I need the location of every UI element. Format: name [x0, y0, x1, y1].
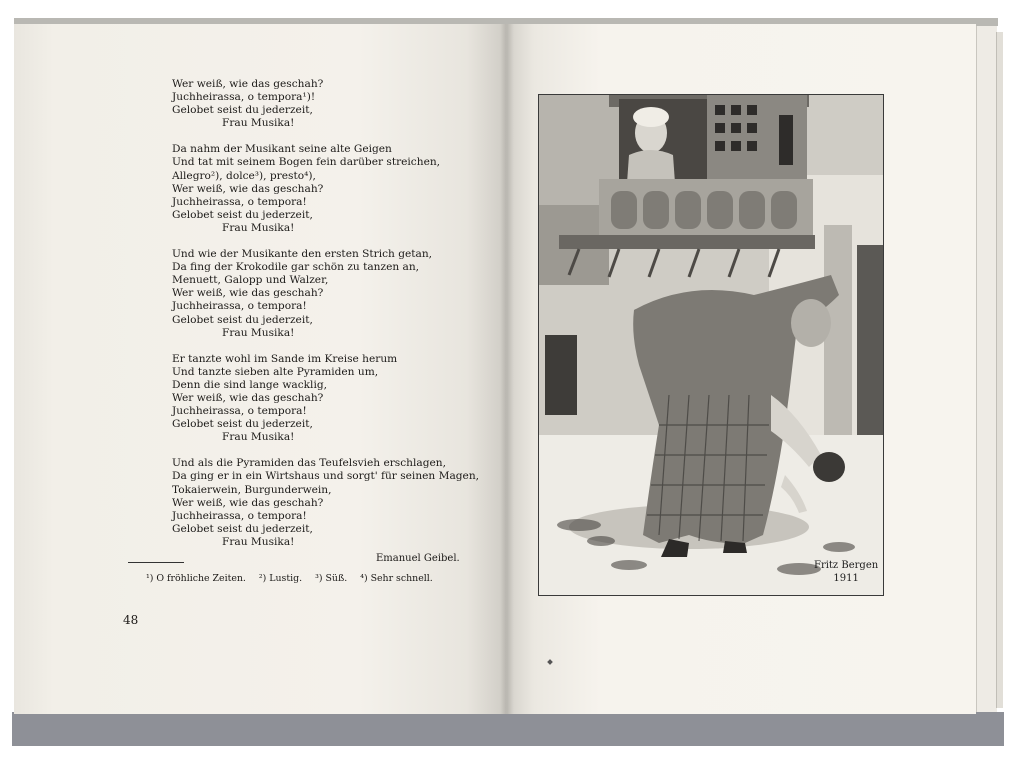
stanza — [172, 143, 472, 235]
poem-line: Da nahm der Musikant seine alte Geigen — [172, 143, 392, 156]
poem-line: Frau Musika! — [222, 535, 295, 548]
poem-line: Juchheirassa, o tempora¹)! — [172, 91, 316, 104]
footnote: ¹) O fröhliche Zeiten. — [146, 573, 246, 584]
poem-line: Gelobet seist du jederzeit, — [172, 418, 313, 431]
poem-line: Da fing der Krokodile gar schön zu tanzen an, — [172, 261, 420, 274]
poem-line: Juchheirassa, o tempora! — [172, 300, 307, 313]
poem-line: Gelobet seist du jederzeit, — [172, 208, 313, 221]
poem-line: Frau Musika! — [222, 431, 295, 444]
stanza — [172, 353, 472, 445]
poem-line: Frau Musika! — [222, 326, 295, 339]
poem-line: Wer weiß, wie das geschah? — [172, 496, 324, 509]
illustrator-signature — [814, 559, 878, 585]
stanza — [172, 457, 480, 549]
book-gutter — [500, 24, 514, 714]
street-scene-illustration — [538, 94, 884, 596]
poem-line: Frau Musika! — [222, 117, 295, 130]
poem-line: Gelobet seist du jederzeit, — [172, 104, 313, 117]
poem-line: Und tanzte sieben alte Pyramiden um, — [172, 365, 379, 378]
poem-line: Juchheirassa, o tempora! — [172, 195, 307, 208]
illustrator-name: Fritz Bergen — [814, 560, 879, 571]
poem-line: Denn die sind lange wacklig, — [172, 378, 327, 391]
poem-line: Da ging er in ein Wirtshaus und sorgt' für seinen Magen, — [172, 470, 480, 483]
poem-line: Frau Musika! — [222, 221, 295, 234]
poem-line: Und als die Pyramiden das Teufelsvieh erschlagen, — [172, 457, 446, 470]
stanza — [172, 78, 472, 130]
poem-line: Tokaierwein, Burgunderwein, — [172, 483, 332, 496]
poem-line: Allegro²), dolce³), presto⁴), — [172, 169, 316, 182]
poem-line: Menuett, Galopp und Walzer, — [172, 274, 329, 287]
page-edges — [976, 26, 997, 712]
scan-background — [12, 712, 1004, 746]
poem-line: Er tanzte wohl im Sande im Kreise herum — [172, 352, 398, 365]
poem-line: Wer weiß, wie das geschah? — [172, 182, 324, 195]
illustration-year: 1911 — [833, 573, 859, 584]
footnote: ³) Süß. — [315, 573, 348, 584]
footnote-rule — [128, 562, 184, 563]
poem-text — [172, 78, 480, 562]
poem-line: Wer weiß, wie das geschah? — [172, 78, 324, 90]
page-number: 48 — [123, 613, 139, 627]
footnote: ²) Lustig. — [258, 573, 303, 584]
back-cover-edge — [996, 32, 1003, 708]
poem-line: Und tat mit seinem Bogen fein darüber streichen, — [172, 156, 441, 169]
footnote: ⁴) Sehr schnell. — [360, 573, 433, 584]
author-signature: Emanuel Geibel. — [376, 553, 460, 564]
poem-line: Wer weiß, wie das geschah? — [172, 287, 324, 300]
poem-line: Gelobet seist du jederzeit, — [172, 313, 313, 326]
poem-line: Wer weiß, wie das geschah? — [172, 391, 324, 404]
poem-line: Gelobet seist du jederzeit, — [172, 522, 313, 535]
poem-line: Juchheirassa, o tempora! — [172, 405, 307, 418]
poem-line: Juchheirassa, o tempora! — [172, 509, 307, 522]
stanza — [172, 248, 472, 340]
footnotes — [146, 573, 443, 584]
poem-line: Und wie der Musikante den ersten Strich getan, — [172, 248, 433, 261]
